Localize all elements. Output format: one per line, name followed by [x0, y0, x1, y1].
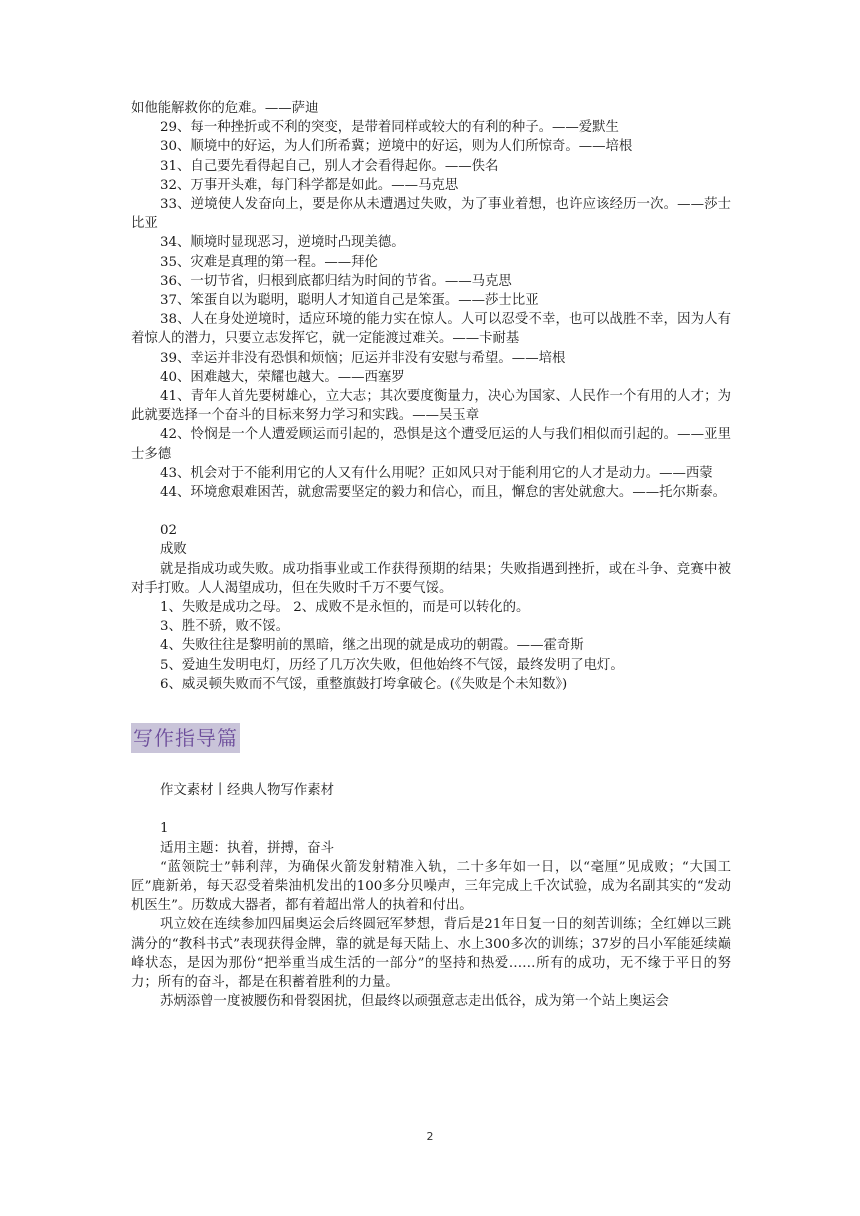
quote-item: 42、怜悯是一个人遭爱顾运而引起的，恐惧是这个遭受厄运的人与我们相似而引起的。——亚里士多德	[131, 427, 731, 462]
quote-item: 41、青年人首先要树雄心，立大志；其次要度衡量力，决心为国家、人民作一个有用的人才；为此就要选择一个奋斗的目标来努力学习和实践。——吴玉章	[131, 389, 731, 424]
success-item: 3、胜不骄，败不馁。	[160, 619, 290, 635]
success-item: 5、爱迪生发明电灯，历经了几万次失败，但他始终不气馁，最终发明了电灯。	[160, 657, 624, 673]
quote-continuation: 如他能解救你的危难。——萨迪	[131, 101, 319, 116]
success-item: 1、失败是成功之母。 2、成败不是永恒的，而是可以转化的。	[160, 600, 530, 616]
quote-item: 29、每一种挫折或不利的突变，是带着同样或较大的有利的种子。——爱默生	[160, 120, 619, 136]
quote-item: 39、幸运并非没有恐惧和烦恼；厄运并非没有安慰与希望。——培根	[160, 350, 566, 366]
quote-item: 37、笨蛋自以为聪明，聪明人才知道自己是笨蛋。——莎士比亚	[160, 293, 539, 309]
heading-wrapper	[131, 723, 731, 755]
material-paragraph: “蓝领院士”韩利萍，为确保火箭发射精准入轨，二十多年如一日，以“毫厘”见成败；“大国工匠”鹿新弟，每天忍受着柴油机发出的100多分贝噪声，三年完成上千次试验，成为名副其实的“发动机医生”。历数成大器者，都有着超出常人的执着和付出。	[131, 859, 731, 914]
quote-item: 44、环境愈艰难困苦，就愈需要坚定的毅力和信心，而且，懈怠的害处就愈大。——托尔斯泰。	[160, 485, 727, 501]
spacer	[131, 502, 731, 521]
section-number: 02	[160, 523, 178, 539]
material-paragraph: 巩立姣在连续参加四届奥运会后终圆冠军梦想，背后是21年日复一日的刻苦训练；全红婵以三跳满分的“教科书式”表现获得金牌，靠的就是每天陆上、水上300多次的训练；37岁的吕小军能延续巅峰状态，是因为那份“把举重当成生活的一部分”的坚持和热爱……所有的成功，无不缘于平日的努力；所有的奋斗，都是在积蓄着胜利的力量。	[131, 917, 731, 990]
writing-guide-subtitle: 作文素材丨经典人物写作素材	[160, 783, 335, 799]
section-title: 成败	[160, 542, 187, 558]
material-theme: 适用主题：执着，拼搏，奋斗	[160, 840, 335, 856]
quote-item: 36、一切节省，归根到底都归结为时间的节省。——马克思	[160, 273, 512, 289]
material-paragraph: 苏炳添曾一度被腰伤和骨裂困扰，但最终以顽强意志走出低谷，成为第一个站上奥运会	[160, 994, 669, 1010]
section-intro: 就是指成功或失败。成功指事业或工作获得预期的结果；失败指遇到挫折，或在斗争、竞赛中被对手打败。人人渴望成功，但在失败时千万不要气馁。	[131, 561, 731, 596]
quote-item: 38、人在身处逆境时，适应环境的能力实在惊人。人可以忍受不幸，也可以战胜不幸，因为人有着惊人的潜力，只要立志发挥它，就一定能渡过难关。——卡耐基	[131, 312, 731, 347]
quote-item: 35、灾难是真理的第一程。——拜伦	[160, 254, 378, 270]
material-number: 1	[160, 821, 169, 837]
page-content	[131, 99, 731, 1011]
quote-item: 32、万事开头难，每门科学都是如此。——马克思	[160, 177, 459, 193]
page-number: 2	[426, 1130, 434, 1143]
quote-item: 31、自己要先看得起自己，别人才会看得起你。——佚名	[160, 158, 499, 174]
success-item: 6、威灵顿失败而不气馁，重整旗鼓打垮拿破仑。(《失败是个未知数》)	[160, 676, 568, 692]
writing-guide-heading: 写作指导篇	[131, 723, 240, 753]
quote-item: 34、顺境时显现恶习，逆境时凸现美德。	[160, 235, 405, 251]
success-item: 4、失败往往是黎明前的黑暗，继之出现的就是成功的朝霞。——霍奇斯	[160, 638, 584, 654]
quote-item: 43、机会对于不能利用它的人又有什么用呢？正如风只对于能利用它的人才是动力。——西蒙	[160, 465, 713, 481]
spacer	[131, 800, 731, 819]
quote-item: 40、困难越大，荣耀也越大。——西塞罗	[160, 369, 405, 385]
quote-item: 33、逆境使人发奋向上，要是你从未遭遇过失败，为了事业着想，也许应该经历一次。——莎士比亚	[131, 197, 731, 232]
quote-item: 30、顺境中的好运，为人们所希冀；逆境中的好运，则为人们所惊奇。——培根	[160, 139, 633, 155]
